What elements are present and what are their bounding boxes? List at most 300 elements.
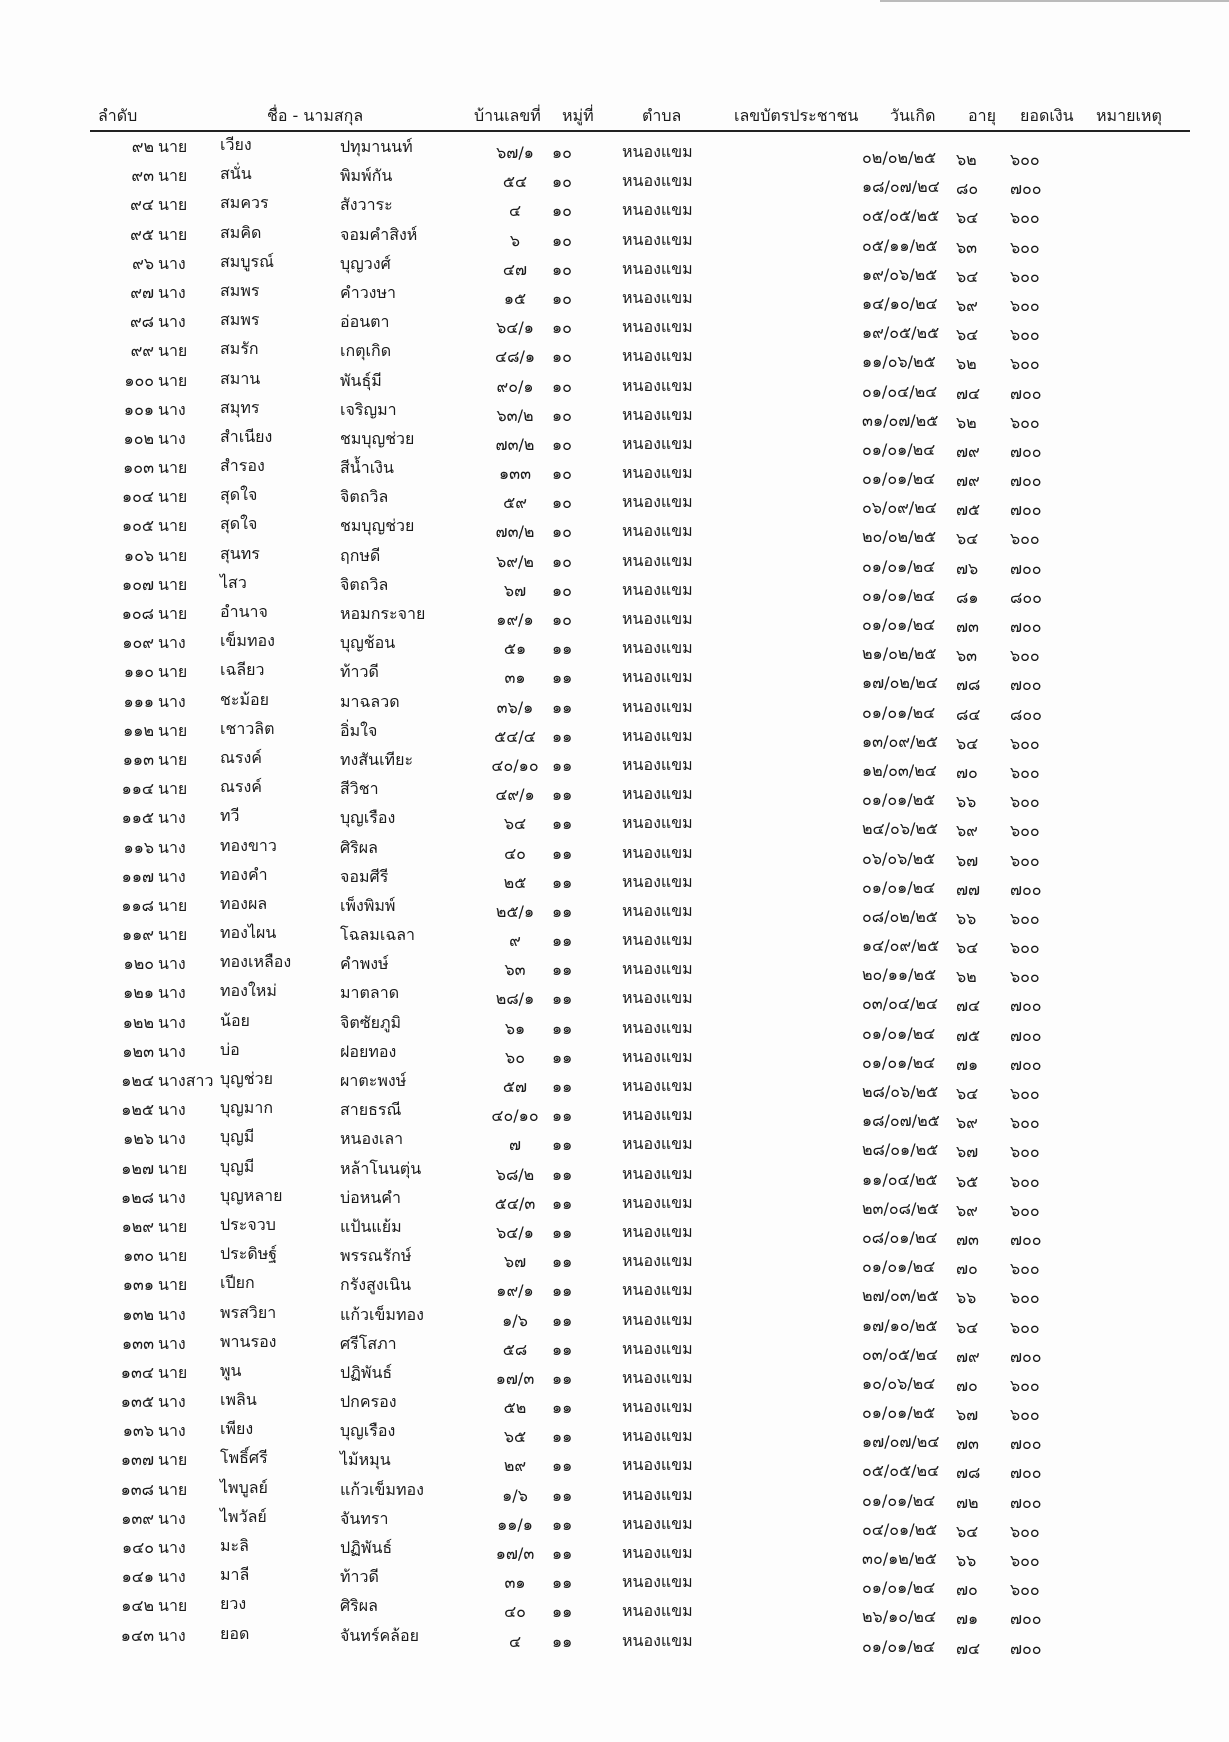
row-first-name: สมาน [220,368,261,388]
row-house-no: ๖๗ [503,580,527,600]
row-title: นาย [158,662,188,682]
row-moo: ๑๐ [552,580,572,600]
row-dob: ๐๘/๐๑/๒๔ [862,1227,938,1247]
row-moo: ๑๑ [552,814,573,834]
table-row [0,366,1229,403]
row-age: ๖๔ [956,208,979,228]
row-age: ๘๐ [956,179,979,199]
row-title: นาย [158,458,188,478]
row-age: ๗๐ [956,762,978,782]
row-moo: ๑๐ [552,201,572,221]
row-subdistrict: หนองแขม [622,317,693,337]
row-last-name: จิตถวิล [340,574,389,594]
row-title: นาย [158,779,188,799]
row-house-no: ๑๗/๓ [495,1368,535,1388]
row-house-no: ๔๐ [504,1602,526,1622]
row-last-name: ปทุมานนท์ [340,137,413,156]
row-dob: ๑๗/๐๒/๒๔ [862,673,938,693]
row-moo: ๑๑ [552,668,573,688]
table-row [0,1183,1229,1220]
row-house-no: ๒๘/๑ [495,989,535,1009]
row-moo: ๑๑ [552,755,573,775]
row-title: นาย [158,1246,188,1266]
row-dob: ๐๔/๐๑/๒๕ [862,1519,938,1539]
row-title: นาย [158,370,188,390]
row-moo: ๑๑ [552,639,573,659]
row-subdistrict: หนองแขม [622,142,693,161]
table-row [0,920,1229,958]
row-dob: ๐๖/๐๙/๒๔ [862,498,937,518]
row-amount: ๗๐๐ [1010,1434,1042,1454]
row-number: ๑๑๖ [123,837,154,857]
row-amount: ๖๐๐ [1010,208,1040,228]
row-subdistrict: หนองแขม [622,1192,693,1212]
row-moo: ๑๑ [552,989,573,1009]
row-last-name: ศิริผล [340,1596,378,1616]
row-subdistrict: หนองแขม [622,1221,693,1241]
row-age: ๗๘ [956,675,981,695]
row-age: ๖๗ [956,1142,979,1162]
row-first-name: บุญมี [220,1156,255,1176]
row-moo: ๑๑ [552,872,573,892]
row-subdistrict: หนองแขม [622,754,693,774]
table-row [0,1445,1229,1483]
row-first-name: เชาวลิต [220,718,275,738]
row-subdistrict: หนองแขม [622,1134,693,1154]
row-moo: ๑๐ [552,259,572,279]
row-moo: ๑๑ [552,1164,573,1184]
row-dob: ๑๒/๐๓/๒๔ [862,760,937,780]
row-amount: ๘๐๐ [1010,704,1042,724]
row-house-no: ๖๔/๑ [496,318,534,338]
table-row [0,570,1229,607]
row-house-no: ๖๓/๒ [496,405,534,425]
table-row [0,336,1229,374]
table-row [0,716,1229,753]
row-last-name: พรรณรักษ์ [340,1246,412,1266]
row-title: นาง [158,1421,186,1441]
row-dob: ๑๑/๐๖/๒๕ [862,352,936,372]
row-amount: ๖๐๐ [1010,1551,1040,1570]
row-amount: ๖๐๐ [1010,1521,1040,1541]
row-amount: ๖๐๐ [1010,1113,1040,1133]
row-age: ๖๔ [956,266,979,286]
row-age: ๖๔ [956,1084,979,1103]
row-number: ๑๔๒ [121,1596,154,1616]
row-house-no: ๔๙/๑ [495,785,535,805]
row-house-no: ๖๘/๒ [495,1164,535,1184]
row-house-no: ๖๗/๑ [496,143,534,162]
row-first-name: มาลี [220,1565,250,1585]
row-subdistrict: หนองแขม [622,784,693,804]
row-dob: ๒๘/๐๑/๒๕ [862,1140,939,1160]
row-first-name: สมควร [220,193,269,213]
row-amount: ๖๐๐ [1010,237,1040,257]
row-number: ๑๒๒ [122,1012,154,1032]
row-subdistrict: หนองแขม [622,1601,693,1621]
row-number: ๑๐๗ [122,574,154,594]
row-age: ๖๗ [956,850,979,870]
row-age: ๖๒ [956,412,977,432]
row-number: ๑๐๐ [124,370,154,390]
row-dob: ๐๑/๐๑/๒๔ [862,1490,936,1510]
row-last-name: คำวงษา [340,282,397,302]
row-moo: ๑๐ [552,405,572,425]
row-first-name: สมุทร [220,397,260,417]
row-house-no: ๕๑ [503,639,527,659]
header-id-card: เลขบัตรประชาชน [734,106,859,125]
row-first-name: ไสว [220,572,247,592]
row-amount: ๖๐๐ [1010,412,1040,432]
row-last-name: พิมพ์กัน [340,166,393,186]
table-row [0,628,1229,666]
row-number: ๙๘ [129,312,154,332]
row-title: นาง [158,691,186,711]
row-title: นาย [158,224,188,244]
table-row [0,1037,1229,1074]
row-age: ๗๙ [956,1346,980,1366]
row-moo: ๑๑ [552,1339,573,1359]
top-rule [880,0,1229,2]
row-moo: ๑๑ [552,1544,573,1563]
row-moo: ๑๑ [552,960,573,980]
row-house-no: ๔๐/๑๐ [491,755,539,775]
row-subdistrict: หนองแขม [622,813,693,833]
row-subdistrict: หนองแขม [622,1513,693,1533]
row-number: ๑๐๕ [121,516,154,536]
row-house-no: ๑๑/๑ [497,1514,533,1534]
row-subdistrict: หนองแขม [622,404,693,424]
row-age: ๖๙ [956,821,978,841]
row-last-name: บุญเรือง [340,1421,396,1441]
row-first-name: ณรงค์ [220,777,262,797]
row-house-no: ๕๔/๔ [494,726,536,746]
row-house-no: ๕๒ [503,1398,527,1418]
table-row [0,541,1229,578]
row-amount: ๗๐๐ [1010,617,1042,636]
row-age: ๖๓ [956,646,978,666]
row-dob: ๑๙/๐๕/๒๕ [862,323,940,343]
header-age: อายุ [968,106,996,125]
table-row [0,1008,1229,1045]
row-subdistrict: หนองแขม [622,550,693,570]
row-title: นาย [158,545,188,565]
row-subdistrict: หนองแขม [622,900,693,920]
row-title: นาง [158,312,186,332]
row-house-no: ๕๔ [502,172,528,192]
row-house-no: ๒๕/๑ [495,901,535,921]
header-dob: วันเกิด [890,106,936,125]
row-house-no: ๔๗ [502,259,528,279]
header-name: ชื่อ - นามสกุล [267,106,364,125]
row-first-name: โพธิ์ศรี [220,1448,268,1468]
row-age: ๗๙ [956,441,980,461]
row-dob: ๒๖/๑๐/๒๔ [862,1607,937,1627]
row-last-name: อิ่มใจ [340,720,378,740]
row-moo: ๑๐ [552,551,572,571]
row-last-name: แก้วเข็มทอง [340,1304,424,1324]
row-first-name: สำรอง [220,456,265,476]
row-dob: ๒๗/๐๓/๒๕ [862,1286,939,1306]
row-moo: ๑๐ [552,318,572,338]
row-amount: ๖๐๐ [1010,1142,1040,1162]
row-first-name: สำเนียง [220,426,273,446]
row-subdistrict: หนองแขม [622,988,693,1008]
row-subdistrict: หนองแขม [622,1309,693,1329]
row-dob: ๐๘/๐๒/๒๕ [862,906,938,926]
row-title: นาย [158,925,188,945]
row-dob: ๐๑/๐๑/๒๕ [862,1403,936,1423]
row-subdistrict: หนองแขม [622,842,693,862]
row-amount: ๗๐๐ [1010,383,1042,403]
row-subdistrict: หนองแขม [622,1046,693,1066]
row-moo: ๑๑ [552,1427,573,1447]
row-moo: ๑๑ [552,1252,573,1272]
table-row [0,1212,1229,1249]
row-age: ๖๖ [956,1551,977,1570]
row-title: นาย [158,1158,188,1178]
row-house-no: ๓๑ [504,668,526,688]
row-age: ๗๒ [956,1492,979,1512]
row-amount: ๖๐๐ [1010,646,1040,666]
row-last-name: หล้าโนนตุ่น [340,1158,422,1178]
row-dob: ๐๑/๐๑/๒๔ [862,615,936,634]
row-last-name: จันทร์คล้อย [340,1625,419,1645]
row-subdistrict: หนองแขม [622,930,693,950]
row-last-name: บ่อหนคำ [340,1187,401,1207]
row-title: นาง [158,1012,186,1032]
row-amount: ๗๐๐ [1010,179,1042,199]
row-house-no: ๔๐ [504,843,526,863]
table-row [0,1591,1229,1629]
row-title: นาง [158,1041,186,1061]
row-title: นาย [158,195,188,215]
row-first-name: ประจวบ [220,1214,276,1234]
row-first-name: สุดใจ [220,514,258,534]
row-house-no: ๕๙ [503,493,527,513]
row-amount: ๖๐๐ [1010,1375,1040,1395]
table-row [0,1095,1229,1133]
row-title: นาง [158,1625,186,1645]
row-amount: ๖๐๐ [1010,354,1040,374]
row-first-name: ณรงค์ [220,747,262,767]
row-subdistrict: หนองแขม [622,1105,693,1125]
row-moo: ๑๑ [552,1485,573,1505]
row-first-name: ยวง [220,1594,247,1614]
table-row [0,1358,1229,1395]
row-moo: ๑๐ [552,610,572,629]
row-title: นางสาว [158,1071,214,1090]
row-house-no: ๓๑ [504,1573,526,1593]
table-row [0,1416,1229,1454]
row-number: ๙๖ [132,253,154,273]
row-first-name: ทองเหลือง [220,952,292,972]
row-amount: ๖๐๐ [1010,1580,1040,1600]
row-age: ๖๒ [956,150,977,169]
row-dob: ๐๑/๐๑/๒๔ [862,877,936,897]
table-row [0,1300,1229,1337]
row-moo: ๑๑ [552,1631,573,1651]
row-first-name: มะลิ [220,1536,249,1555]
row-last-name: จิตถวิล [340,487,389,507]
row-moo: ๑๐ [552,288,572,308]
row-age: ๗๐ [956,1375,978,1395]
row-last-name: เจริญมา [340,399,397,419]
row-number: ๑๐๒ [123,428,154,448]
row-amount: ๖๐๐ [1010,295,1040,315]
table-body [0,132,1229,1658]
row-moo: ๑๐ [552,434,572,454]
row-house-no: ๖๓ [504,960,526,980]
row-subdistrict: หนองแขม [622,1572,693,1592]
row-house-no: ๕๔/๓ [494,1193,536,1213]
table-row [0,1270,1229,1308]
row-house-no: ๗๓/๒ [495,434,535,454]
table-row [0,220,1229,257]
row-title: นาง [158,983,186,1003]
row-first-name: พูน [220,1360,242,1380]
row-dob: ๑๐/๐๖/๒๔ [862,1373,936,1393]
row-number: ๑๓๙ [121,1508,154,1528]
row-house-no: ๙๐/๑ [496,376,534,396]
row-first-name: เข็มทอง [220,631,275,651]
row-moo: ๑๑ [552,1018,573,1038]
row-dob: ๐๕/๐๕/๒๕ [862,206,940,226]
row-subdistrict: หนองแขม [622,1455,693,1475]
row-moo: ๑๑ [552,1602,573,1622]
row-number: ๑๔๓ [120,1625,154,1645]
row-last-name: หนองเลา [340,1129,404,1149]
row-age: ๗๐ [956,1259,978,1279]
row-moo: ๑๐ [552,347,572,367]
row-amount: ๖๐๐ [1010,150,1040,169]
table-row [0,862,1229,899]
row-subdistrict: หนองแขม [622,667,693,687]
header-order: ลำดับ [98,106,138,125]
row-first-name: พรสวิยา [220,1302,277,1322]
row-moo: ๑๑ [552,785,573,805]
row-house-no: ๑๙/๑ [496,610,534,629]
row-first-name: ทองผล [220,893,268,913]
row-amount: ๗๐๐ [1010,1346,1042,1366]
table-row [0,687,1229,724]
row-number: ๙๓ [131,166,154,186]
row-dob: ๐๓/๐๔/๒๔ [862,994,939,1014]
row-house-no: ๑๗/๓ [495,1544,535,1563]
row-last-name: สายธรณี [340,1100,402,1120]
row-last-name: เพ็งพิมพ์ [340,895,396,915]
row-last-name: โฉลมเฉลา [340,925,415,945]
row-number: ๑๒๑ [123,983,154,1003]
row-amount: ๖๐๐ [1010,967,1040,987]
row-title: นาง [158,282,186,302]
table-row [0,132,1229,169]
row-subdistrict: หนองแขม [622,725,693,745]
row-dob: ๒๔/๐๖/๒๕ [862,819,939,839]
row-moo: ๑๑ [552,1077,573,1096]
row-subdistrict: หนองแขม [622,1338,693,1358]
row-age: ๗๓ [956,617,979,636]
row-title: นาง [158,866,186,886]
row-first-name: พานรอง [220,1331,277,1351]
row-subdistrict: หนองแขม [622,696,693,716]
row-first-name: ทองคำ [220,864,268,884]
row-dob: ๐๑/๐๑/๒๔ [862,556,936,576]
row-last-name: ฝอยทอง [340,1041,397,1061]
row-age: ๖๔ [956,325,979,345]
table-row [0,833,1229,870]
row-number: ๑๐๑ [123,399,154,419]
row-last-name: ชมบุญช่วย [340,428,415,448]
row-last-name: ปฏิพันธ์ [340,1538,393,1557]
row-last-name: ศรีโสภา [340,1333,397,1353]
row-moo: ๑๑ [552,843,573,863]
row-first-name: ทวี [220,806,240,826]
row-last-name: พันธุ์มี [340,370,382,390]
row-number: ๙๕ [130,224,154,244]
row-amount: ๗๐๐ [1010,1609,1042,1629]
row-dob: ๐๑/๐๑/๒๔ [862,469,936,489]
table-row [0,745,1229,782]
row-dob: ๒๑/๐๒/๒๕ [862,644,937,664]
row-age: ๗๑ [956,1054,979,1074]
row-title: นาย [158,166,188,186]
row-house-no: ๖๔ [503,814,527,834]
row-number: ๑๑๐ [123,662,154,682]
row-last-name: มาฉลวด [340,691,400,711]
row-amount: ๖๐๐ [1010,762,1040,782]
row-amount: ๖๐๐ [1010,1171,1040,1191]
row-amount: ๗๐๐ [1010,675,1042,695]
row-number: ๑๑๘ [121,895,154,915]
row-subdistrict: หนองแขม [622,287,693,307]
row-title: นาง [158,1187,186,1207]
row-amount: ๖๐๐ [1010,266,1040,286]
row-last-name: จอมศีรี [340,866,389,886]
row-amount: ๗๐๐ [1010,1492,1042,1512]
row-number: ๑๓๐ [123,1246,154,1266]
row-dob: ๓๑/๐๗/๒๕ [862,410,939,430]
row-last-name: เกตุเกิด [340,341,392,361]
table-row [0,1475,1229,1512]
row-dob: ๑๑/๐๔/๒๕ [862,1169,938,1189]
row-first-name: บุญช่วย [220,1069,274,1088]
row-subdistrict: หนองแขม [622,346,693,366]
row-age: ๖๙ [956,295,978,315]
row-number: ๑๒๕ [121,1100,154,1120]
row-number: ๙๙ [130,341,154,361]
row-first-name: ทองใหม่ [220,981,277,1001]
row-number: ๑๒๘ [120,1187,154,1207]
row-dob: ๐๕/๐๕/๒๔ [862,1461,940,1481]
row-number: ๑๓๕ [120,1392,154,1412]
row-title: นาง [158,1567,186,1587]
row-number: ๑๓๒ [122,1304,154,1324]
row-first-name: เวียง [220,135,252,154]
row-amount: ๗๐๐ [1010,1229,1042,1249]
row-first-name: ชะม้อย [220,689,269,709]
row-age: ๗๘ [956,1463,981,1483]
row-subdistrict: หนองแขม [622,492,693,512]
row-subdistrict: หนองแขม [622,1251,693,1271]
row-first-name: บุญหลาย [220,1185,283,1205]
row-subdistrict: หนองแขม [622,200,693,220]
row-subdistrict: หนองแขม [622,1076,693,1095]
table-row [0,803,1229,841]
row-title: นาย [158,1450,188,1470]
row-last-name: กรังสูงเนิน [340,1275,412,1295]
row-moo: ๑๐ [552,172,572,192]
